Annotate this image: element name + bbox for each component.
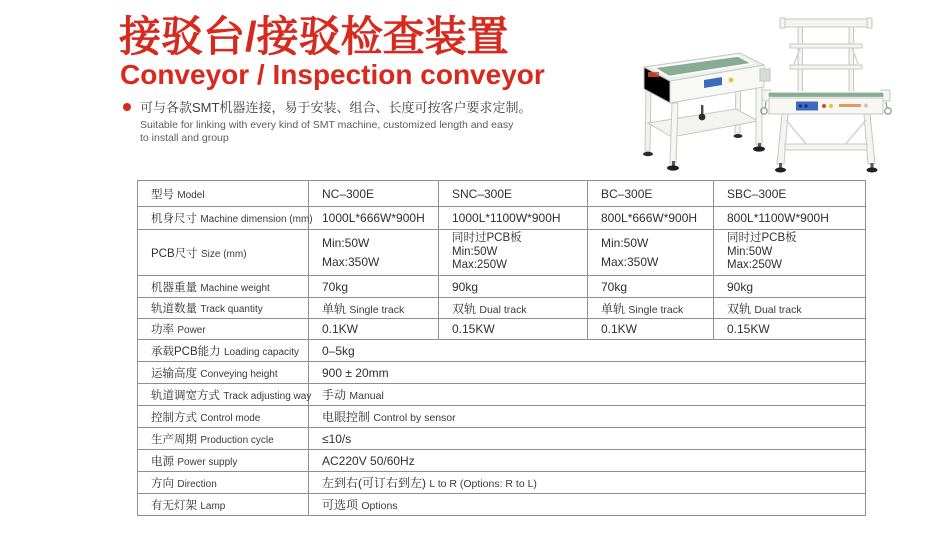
track-label-en: Track quantity [200, 304, 263, 315]
control-mode-value [309, 406, 866, 428]
track-zh: 单轨 [322, 301, 347, 316]
cycle-label-en: Production cycle [200, 434, 274, 446]
loading-label-en: Loading capacity [224, 346, 300, 358]
inspection-conveyor-body [762, 90, 890, 114]
conveyor-width-knob [699, 105, 706, 120]
spec-table [137, 180, 866, 516]
dimension-value-0: 1000L*666W*900H [309, 207, 439, 230]
page-title-zh: 接驳台/接驳检查装置 [119, 13, 509, 60]
track-value-1 [439, 298, 588, 319]
lamp-label-zh: 有无灯架 [151, 499, 197, 512]
dimension-value-3: 800L*1100W*900H [714, 207, 866, 230]
row-label-pcb-size [138, 230, 309, 276]
pcb-min: Min:50W [601, 235, 649, 250]
lamp-value-zh: 可选项 [322, 498, 359, 512]
row-pcb-size [138, 230, 866, 276]
inspection-conveyor-photo [760, 14, 892, 176]
row-label-production-cycle [138, 428, 309, 450]
model-name-3: SBC–300E [714, 181, 866, 207]
weight-value-0: 70kg [309, 276, 439, 298]
power-label-zh: 功率 [151, 324, 174, 336]
row-label-conveying-height [138, 362, 309, 384]
track-zh: 双轨 [452, 301, 477, 316]
pcb-value-3 [714, 230, 866, 276]
track-en: Single track [349, 303, 405, 316]
conveyor-photo [642, 25, 777, 173]
row-label-weight [138, 276, 309, 298]
power-supply-value: AC220V 50/60Hz [309, 450, 866, 472]
feature-bullet [123, 99, 531, 145]
model-label-zh: 型号 [151, 188, 174, 201]
row-production-cycle [138, 428, 866, 450]
adjust-value-zh: 手动 [322, 388, 347, 402]
model-name-0: NC–300E [309, 181, 439, 207]
conveying-height-value: 900 ± 20mm [309, 362, 866, 384]
direction-label-en: Direction [177, 478, 217, 490]
pcb-label-zh: PCB尺寸 [151, 247, 198, 260]
row-track-quantity [138, 298, 866, 319]
lamp-label-en: Lamp [200, 500, 226, 512]
track-value-3 [714, 298, 866, 319]
pcb-max: Max:250W [452, 259, 507, 272]
supply-label-zh: 电源 [151, 455, 174, 468]
direction-value-zh: 左到右(可订右到左) [322, 476, 426, 490]
control-label-en: Control mode [200, 412, 261, 424]
row-label-track-adjusting [138, 384, 312, 406]
direction-value-en: L to R (Options: R to L) [429, 478, 537, 490]
feature-text [140, 99, 531, 145]
dimension-label-en: Machine dimension (mm) [200, 214, 313, 225]
dimension-value-2: 800L*666W*900H [588, 207, 714, 230]
bullet-dot-icon [123, 103, 131, 111]
track-en: Dual track [479, 303, 527, 316]
dimension-value-1: 1000L*1100W*900H [439, 207, 588, 230]
loading-label-zh: 承载PCB能力 [151, 345, 221, 358]
row-model [138, 181, 866, 207]
height-label-zh: 运输高度 [151, 367, 197, 380]
adjust-value-en: Manual [349, 390, 384, 402]
control-label-zh: 控制方式 [151, 411, 197, 424]
power-value-1: 0.15KW [439, 319, 588, 340]
pcb-value-0 [309, 230, 439, 276]
weight-value-3: 90kg [714, 276, 866, 298]
conveyor-body [644, 53, 770, 103]
feature-text-zh: 可与各款SMT机器连接，易于安装、组合、长度可按客户要求定制。 [140, 100, 532, 115]
pcb-label-en: Size (mm) [201, 248, 247, 260]
row-direction [138, 472, 866, 494]
track-en: Single track [628, 303, 684, 316]
row-weight [138, 276, 866, 298]
power-label-en: Power [177, 325, 206, 336]
row-control-mode [138, 406, 866, 428]
pcb-max: Max:350W [322, 255, 380, 270]
power-value-3: 0.15KW [714, 319, 866, 340]
direction-value [309, 472, 866, 494]
row-label-lamp [138, 494, 309, 516]
lamp-rack [780, 18, 872, 94]
adjust-label-zh: 轨道调宽方式 [151, 389, 220, 402]
lamp-value [309, 494, 866, 516]
row-label-model [138, 181, 309, 207]
dimension-label-zh: 机身尺寸 [151, 213, 197, 225]
cycle-label-zh: 生产周期 [151, 433, 197, 446]
production-cycle-value: ≤10/s [309, 428, 866, 450]
track-value-2 [588, 298, 714, 319]
row-track-adjusting [138, 384, 866, 406]
track-label-zh: 轨道数量 [151, 303, 197, 315]
pcb-value-2 [588, 230, 714, 276]
row-label-power-supply [138, 450, 309, 472]
adjust-label-en: Track adjusting way [223, 390, 312, 402]
pcb-max: Max:250W [727, 259, 782, 272]
conveyor-feet [643, 134, 765, 171]
direction-label-zh: 方向 [151, 477, 174, 490]
row-power [138, 319, 866, 340]
pcb-value-1 [439, 230, 588, 276]
row-label-direction [138, 472, 309, 494]
row-loading-capacity [138, 340, 866, 362]
feature-text-en-line1: Suitable for linking with every kind of SMT machine, customized length and easy [140, 119, 514, 131]
row-conveying-height [138, 362, 866, 384]
row-label-control-mode [138, 406, 309, 428]
inspection-legs [777, 114, 875, 164]
track-zh: 单轨 [601, 301, 626, 316]
page-title-en: Conveyor / Inspection conveyor [120, 59, 545, 90]
row-label-track-quantity [138, 298, 309, 319]
pcb-min: Min:50W [322, 235, 370, 250]
weight-label-en: Machine weight [200, 282, 270, 294]
weight-value-1: 90kg [439, 276, 588, 298]
row-label-dimension [138, 207, 313, 230]
model-name-1: SNC–300E [439, 181, 588, 207]
pcb-max: Max:350W [601, 255, 659, 270]
control-value-zh: 电眼控制 [322, 410, 371, 424]
feature-text-en [140, 119, 531, 145]
power-value-2: 0.1KW [588, 319, 714, 340]
row-label-power [138, 319, 309, 340]
track-adjusting-value [309, 384, 866, 406]
track-value-0 [309, 298, 439, 319]
power-value-0: 0.1KW [309, 319, 439, 340]
track-en: Dual track [754, 303, 802, 316]
pcb-min: Min:50W [452, 245, 498, 258]
feature-text-en-line2: to install and group [140, 132, 229, 144]
track-zh: 双轨 [727, 301, 752, 316]
model-name-2: BC–300E [588, 181, 714, 207]
lamp-value-en: Options [361, 500, 398, 512]
loading-capacity-value: 0–5kg [309, 340, 866, 362]
row-dimension [138, 207, 866, 230]
weight-label-zh: 机器重量 [151, 281, 197, 294]
supply-label-en: Power supply [177, 456, 238, 468]
pcb-note: 同时过PCB板 [452, 232, 522, 245]
pcb-min: Min:50W [727, 245, 773, 258]
weight-value-2: 70kg [588, 276, 714, 298]
control-value-en: Control by sensor [373, 412, 456, 424]
pcb-note: 同时过PCB板 [727, 232, 797, 245]
inspection-feet [775, 163, 878, 173]
row-power-supply [138, 450, 866, 472]
height-label-en: Conveying height [200, 368, 278, 380]
model-label-en: Model [177, 189, 205, 201]
row-label-loading-capacity [138, 340, 309, 362]
row-lamp [138, 494, 866, 516]
